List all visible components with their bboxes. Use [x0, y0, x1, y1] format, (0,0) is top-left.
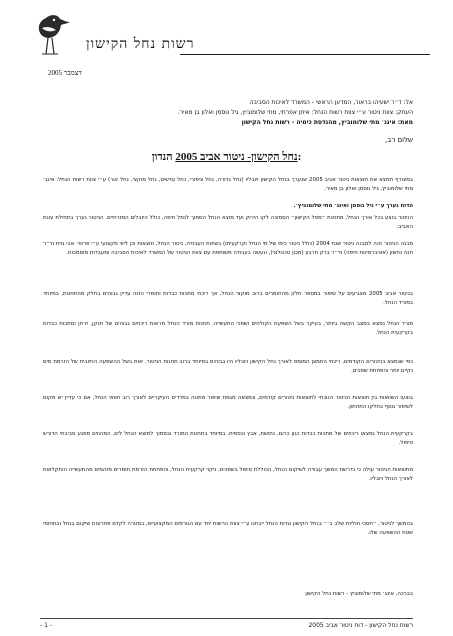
- page-number: - 1 -: [40, 622, 52, 629]
- addressee-to: אל: ד״ר ישעיהו בראור, המדען הראשי - המשרד לאיכות הסביבה: [249, 99, 413, 106]
- paragraph: כפי שנמצא בניטורים הקודמים, ריכוזי החמצן המומס לאורך נחל הקישון ויובליו היו גבוהים במיוחד ברוב תחנות הניטור. זאת בשל ההשפעה החיובית של הזרמת מים נקיים יותר והפחתת שפכים.: [43, 359, 413, 374]
- paragraph: הדוח נערך ע״י גיל נוסמן ואינג׳ מתי שלומוביץ׳.: [293, 203, 413, 209]
- subject-prefix: הנדון:: [151, 151, 302, 163]
- page-footer: [40, 618, 413, 629]
- paragraph: במצורף תמצא את תוצאות ניטור אביב 2005 שנערך בנחל הקישון ויובליו (נחל גדורה, נחל ציפורי, נחל עדשים, נחל מוקצי, נחל יגור) ע״י צוות רשות הנחל: אינג׳ מתי שלומוביץ, גיל נוסמן ואלון בן מאיר.: [43, 177, 414, 192]
- paragraph: בברכה, אינג׳ מתי שלומוביץ - רשות נחל הקישון: [305, 591, 413, 597]
- paragraph: בקרקעית הנחל נמצאו ריכוזים של מתכות כבדות כגון כרום, נחושת, אבץ וכספית, במיוחד בתחנות המורד ובסמוך למוצא הנחל לים, המהווים מפגע סביבתי הדורש טיפול.: [43, 431, 413, 446]
- footer-label: רשות נחל הקישון - דוח ניטור אביב 2005: [308, 622, 413, 629]
- subject-title: נחל הקישון- ניטור אביב 2005: [175, 151, 298, 163]
- organization-name: רשות נחל הקישון: [86, 36, 195, 52]
- letterhead-divider: [180, 54, 430, 55]
- greeting: שלום רב,: [385, 136, 413, 144]
- letterhead: [30, 10, 430, 58]
- paragraph: הניטור בוצע בכל אורך הנחל, מתחנת ״מפל הקישון״ הסמוכה לקו הירוק ועד מוצא הנחל הסמוך לנמל חיפה, כולל היובלים המזרחיים. הניטור נערך בתחילת עונת האביב.: [43, 215, 413, 230]
- letter-date: דצמבר 2005: [48, 69, 82, 77]
- addressee-from: מאת: אינג׳ מתי שלומוביץ, מהנדסת כימיה - רשות נחל הקישון: [241, 119, 413, 126]
- paragraph: מבנה הניטור זהה למבנה ניטור שנת 2004 (כולל ניטור כימי של מי הנחל וקרקעיתו) בשיטת העבודה, ניטור הנחל, תוצאות וכן ליווי מקצועי ע״י פרופ׳ אבי גזית וד״ר חנה נחשון (אוניברסיטת חיפה) וד״ר ברק חרבון (מכון טכנולוגי), ונעשה בעבודה משותפת עם צוות הניטור של המשרד לאיכות הסביבה ומעבדות מוסמכות.: [43, 241, 413, 256]
- paragraph: בוצעו השוואות בין תוצאות הניטור הנוכחי לתוצאות ניטורים קודמים, ונמצאה מגמת שיפור מתונה במדדים העיקריים לאורך רוב תוואי הנחל, אם כי עדיין יש מקום לשיפור נוסף בחלקו התחתון.: [43, 395, 413, 410]
- paragraph: מורד הנחל נמצא במצב הקשה ביותר, בעיקר בשל השפעת הקולחים ושפכי התעשייה. תחנות מורד הנחל מראות ריכוזים גבוהים של חנקן, זרחן ומתכות כבדות בקרקעית הנחל.: [43, 321, 413, 336]
- bird-logo-icon: [30, 10, 76, 58]
- paragraph: בניטור אביב 2005 מצביעים על שיפור במספר חלק מהחומרים ברוב מוקצי הנחל, אך ריכוזי מתכות כבדות וחומרי הזנה עדיין גבוהים בחלק מהתחנות, במיוחד במורד הנחל.: [43, 291, 413, 306]
- paragraph: בהמשך לניטור, ״חסכי חוליות שלב ב׳״ בנחל הקישון וגדות הנחל ייבחנו ע״י צוות הרשות יחד עם הגורמים המקצועיים, במטרה לקדם פתרונות שיקום בנחל ובתחומי שטח ההשפעה שלו.: [43, 521, 413, 536]
- paragraph: מתוצאות הניטור עולה כי נדרשת המשך עבודה לשיקום הנחל, הכוללת טיפול בשפכים, ניקוי קרקעית הנחל, והפחתת הזרמת חומרים מזהמים מהתעשייה והחקלאות לאורך הנחל ויובליו.: [43, 467, 413, 482]
- addressee-cc: העתק: צוות ניטור ע״י צוות רשות הנחל: איתן אפרתי, מתי שלומוביץ, גיל נוסמן ואלון בן מאיר.: [177, 109, 413, 116]
- subject-line: [0, 151, 453, 163]
